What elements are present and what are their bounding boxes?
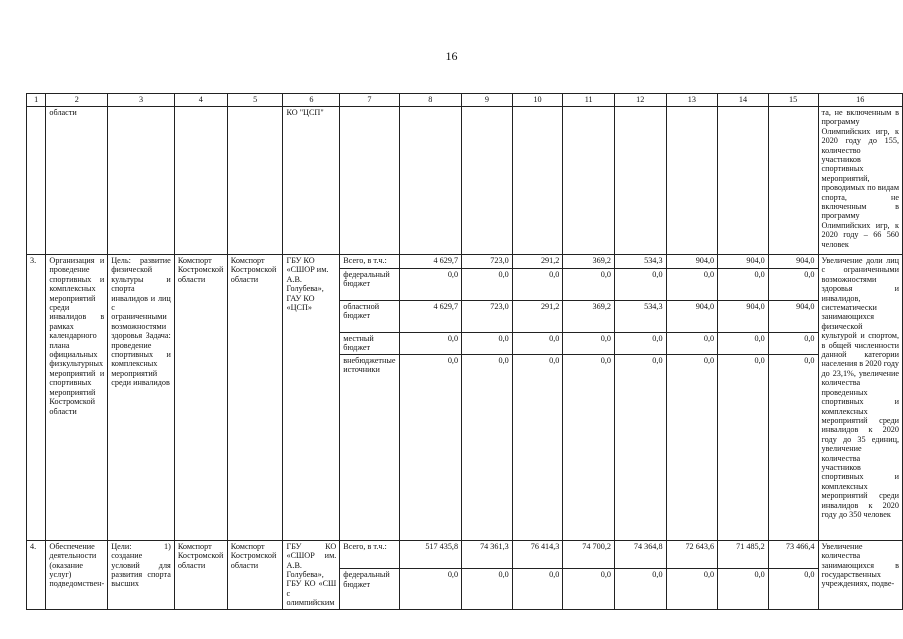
row-number: 3. — [27, 255, 46, 541]
value-cell: 0,0 — [462, 269, 513, 301]
value-year: 74 361,3 — [462, 540, 513, 569]
value-cell: 0,0 — [399, 569, 462, 609]
header-cell: 11 — [563, 94, 615, 107]
header-cell: 14 — [718, 94, 769, 107]
coordinator-text: Комспорт Костромской области — [174, 540, 227, 609]
value-cell: 0,0 — [768, 269, 818, 301]
value-cell — [718, 107, 769, 255]
value-cell: 0,0 — [512, 333, 563, 355]
header-row — [27, 94, 903, 107]
value-year: 369,2 — [563, 255, 615, 269]
value-cell: 4 629,7 — [399, 301, 462, 333]
value-year: 291,2 — [512, 255, 563, 269]
value-year: 76 414,3 — [512, 540, 563, 569]
value-cell: 0,0 — [666, 269, 718, 301]
value-cell: 0,0 — [462, 354, 513, 540]
value-cell — [563, 107, 615, 255]
value-year: 904,0 — [768, 255, 818, 269]
source-label: федеральный бюджет — [340, 569, 399, 609]
value-year: 72 643,6 — [666, 540, 718, 569]
value-cell: 0,0 — [512, 269, 563, 301]
executor-text: Комспорт Костромской области — [227, 255, 283, 541]
header-cell: 4 — [174, 94, 227, 107]
participant-text: ГБУ КО «СШОР им. А.В. Голубева», ГАУ КО «ЦСП» — [283, 255, 340, 541]
value-year: 73 466,4 — [768, 540, 818, 569]
source-label: федеральный бюджет — [340, 269, 399, 301]
value-cell: 369,2 — [563, 301, 615, 333]
source-label: местный бюджет — [340, 333, 399, 355]
value-year: 74 364,8 — [614, 540, 666, 569]
value-cell: 904,0 — [666, 301, 718, 333]
executor-cell — [227, 107, 283, 255]
value-cell: 0,0 — [399, 269, 462, 301]
value-cell: 904,0 — [768, 301, 818, 333]
value-cell — [614, 107, 666, 255]
value-cell: 0,0 — [462, 569, 513, 609]
value-cell: 0,0 — [563, 269, 615, 301]
value-year: 904,0 — [718, 255, 769, 269]
value-cell: 0,0 — [666, 354, 718, 540]
participant-text: ГБУ КО «СШОР им. А.В. Голубева», ГБУ КО «СШ с олимпийским — [283, 540, 340, 609]
result-cell: та, не включенным в программу Олимпийских игр, к 2020 году до 155, количество участников спортивных мероприятий, проводимых по видам спорта, не включенным в программу Олимпийских игр, к 2020 году – 66 560 человек — [818, 107, 902, 255]
header-cell: 2 — [46, 94, 108, 107]
value-cell: 904,0 — [718, 301, 769, 333]
row-number: 4. — [27, 540, 46, 609]
value-cell: 0,0 — [718, 333, 769, 355]
header-cell: 12 — [614, 94, 666, 107]
value-cell: 0,0 — [614, 269, 666, 301]
header-cell: 5 — [227, 94, 283, 107]
value-year: 71 485,2 — [718, 540, 769, 569]
header-cell: 16 — [818, 94, 902, 107]
value-cell: 0,0 — [718, 269, 769, 301]
source-label: Всего, в т.ч.: — [340, 540, 399, 569]
value-cell: 0,0 — [768, 354, 818, 540]
header-cell: 10 — [512, 94, 563, 107]
value-cell: 0,0 — [768, 333, 818, 355]
source-label: областной бюджет — [340, 301, 399, 333]
value-cell: 534,3 — [614, 301, 666, 333]
header-cell: 7 — [340, 94, 399, 107]
header-cell: 6 — [283, 94, 340, 107]
goal-text: Цель: развитие физической культуры и спорта инвалидов и лиц с ограниченными возможностями здоровья Задача: проведение спортивных и комплексных мероприятий среди инвалидов — [108, 255, 175, 541]
source-label: внебюджетные источники — [340, 354, 399, 540]
result-text: Увеличение доли лиц с ограниченными возможностями здоровья и инвалидов, систематически занимающихся физической культурой и спортом, в общей численности данной категории населения в 2020 году до 23,1%, увеличение количества проведенных спортивных и комплексных мероприятий среди инвалидов к 2020 году до 35 единиц, увеличение количества участников спортивных и комплексных мероприятий среди инвалидов к 2020 году до 350 человек — [818, 255, 902, 541]
value-cell — [512, 107, 563, 255]
value-cell: 0,0 — [666, 569, 718, 609]
value-year: 723,0 — [462, 255, 513, 269]
value-cell — [399, 107, 462, 255]
value-cell: 0,0 — [768, 569, 818, 609]
header-cell: 1 — [27, 94, 46, 107]
goal-cell — [108, 107, 175, 255]
value-cell: 0,0 — [399, 354, 462, 540]
header-cell: 8 — [399, 94, 462, 107]
executor-text: Комспорт Костромской области — [227, 540, 283, 609]
activity-name: Обеспечение деятельности (оказание услуг) подведомствен- — [46, 540, 108, 609]
source-label: Всего, в т.ч.: — [340, 255, 399, 269]
value-cell — [462, 107, 513, 255]
activity-name-cell: области — [46, 107, 108, 255]
value-cell: 0,0 — [563, 569, 615, 609]
continuation-row — [27, 107, 903, 255]
value-cell: 0,0 — [666, 333, 718, 355]
value-cell: 291,2 — [512, 301, 563, 333]
header-cell: 9 — [462, 94, 513, 107]
value-cell: 0,0 — [718, 569, 769, 609]
value-cell: 0,0 — [614, 354, 666, 540]
value-cell: 0,0 — [563, 354, 615, 540]
value-cell: 0,0 — [399, 333, 462, 355]
value-cell: 0,0 — [614, 333, 666, 355]
value-total-all: 4 629,7 — [399, 255, 462, 269]
page-number: 16 — [445, 49, 458, 63]
activity-row-3 — [27, 255, 903, 269]
source-cell — [340, 107, 399, 255]
program-table — [26, 93, 903, 610]
value-total-all: 517 435,8 — [399, 540, 462, 569]
activity-name: Организация и проведение спортивных и комплексных мероприятий среди инвалидов в рамках календарного плана официальных физкультурных мероприятий и спортивных мероприятий Костромской области — [46, 255, 108, 541]
activity-row-4 — [27, 540, 903, 569]
value-year: 904,0 — [666, 255, 718, 269]
coordinator-text: Комспорт Костромской области — [174, 255, 227, 541]
header-cell: 13 — [666, 94, 718, 107]
value-cell: 0,0 — [563, 333, 615, 355]
value-cell: 723,0 — [462, 301, 513, 333]
participant-cell: КО "ЦСП" — [283, 107, 340, 255]
result-text: Увеличение количества занимающихся в государственных учреждениях, подве- — [818, 540, 902, 609]
value-cell: 0,0 — [512, 354, 563, 540]
value-cell: 0,0 — [512, 569, 563, 609]
header-cell: 3 — [108, 94, 175, 107]
row-number-cell — [27, 107, 46, 255]
value-cell — [768, 107, 818, 255]
goal-text: Цели: 1) создание условий для развития спорта высших — [108, 540, 175, 609]
coordinator-cell — [174, 107, 227, 255]
header-cell: 15 — [768, 94, 818, 107]
value-year: 74 700,2 — [563, 540, 615, 569]
value-cell: 0,0 — [614, 569, 666, 609]
value-cell — [666, 107, 718, 255]
value-cell: 0,0 — [718, 354, 769, 540]
value-year: 534,3 — [614, 255, 666, 269]
value-cell: 0,0 — [462, 333, 513, 355]
